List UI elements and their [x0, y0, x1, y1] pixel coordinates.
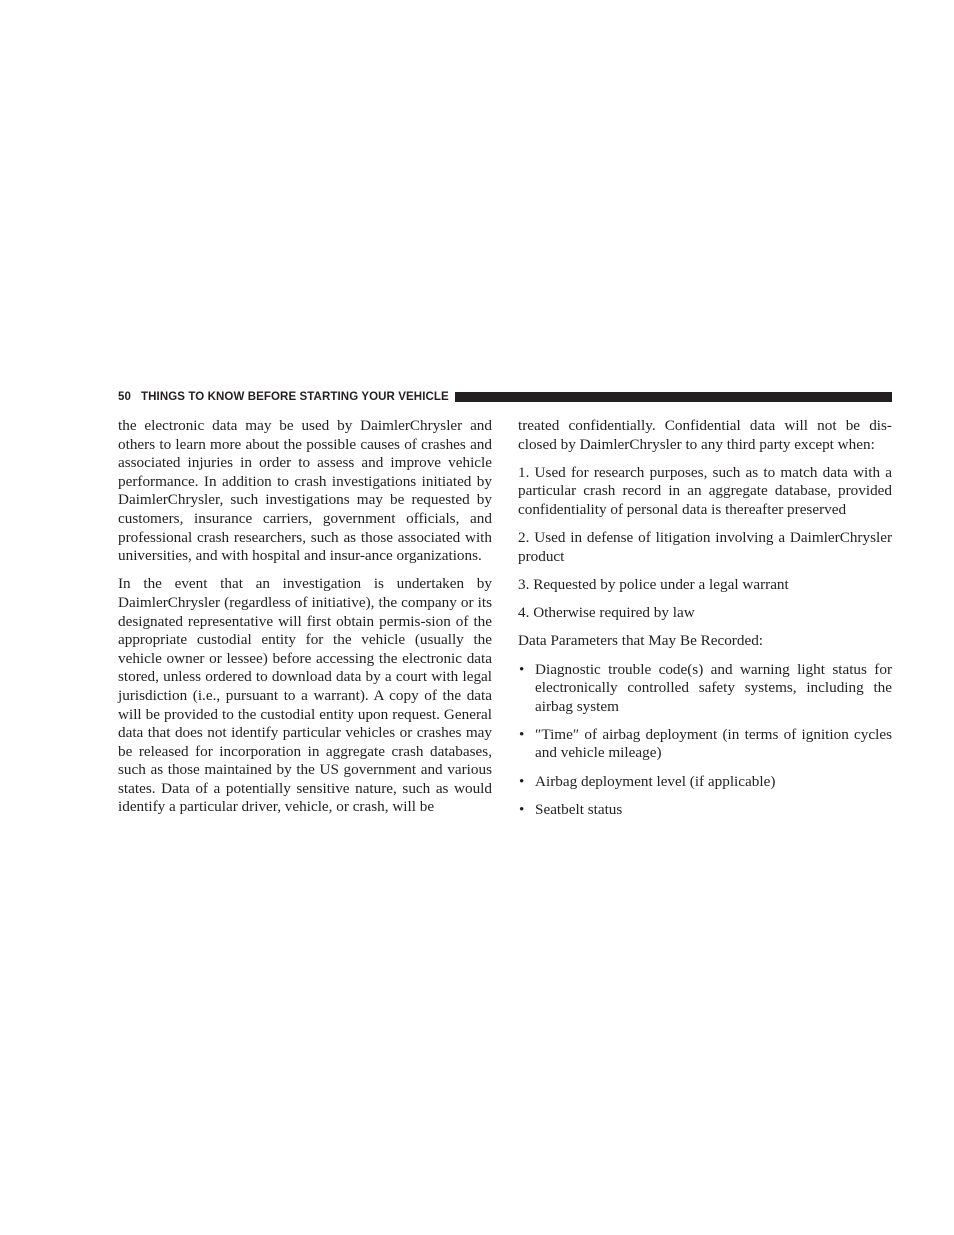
bullet-item: [518, 661, 892, 717]
bullet-text: ″Time″ of airbag deployment (in terms of ignition cycles and vehicle mileage): [535, 725, 892, 762]
page-number: 50: [118, 391, 131, 403]
paragraph-data-use: the electronic data may be used by DaimlerChrysler and others to learn more about the possible causes of crashes and associated injuries in order to assess and improve vehicle performance. In addition to crash investigations initiated by DaimlerChrysler, such investigations may be requested by customers, insurance carriers, government officials, and professional crash researchers, such as those associated with universities, and with hospital and insur-ance organizations.: [118, 417, 492, 565]
header-text: [118, 391, 449, 403]
numbered-item-3: 3. Requested by police under a legal warrant: [518, 575, 789, 593]
bullet-item: [518, 801, 892, 820]
section-title: THINGS TO KNOW BEFORE STARTING YOUR VEHICLE: [141, 391, 449, 403]
bullet-dot: •: [519, 660, 525, 678]
bullet-dot: •: [519, 800, 525, 818]
paragraph-confidential: treated confidentially. Confidential data will not be dis-closed by DaimlerChrysler to any third party except when:: [518, 417, 892, 453]
bullet-item: [518, 773, 892, 792]
numbered-item-4: 4. Otherwise required by law: [518, 604, 695, 622]
bullet-dot: •: [519, 725, 525, 743]
bullet-dot: •: [519, 772, 525, 790]
bullet-item: [518, 726, 892, 763]
header-rule: [455, 392, 892, 402]
params-heading: Data Parameters that May Be Recorded:: [518, 632, 764, 650]
paragraph-investigation: In the event that an investigation is undertaken by DaimlerChrysler (regardless of initiative), the company or its designated representative will first obtain permis-sion of the appropriate custodial entity for the vehicle (usually the vehicle owner or lessee) before accessing the electronic data stored, unless ordered to download data by a court with legal jurisdiction (i.e., pursuant to a warrant). A copy of the data will be provided to the custodial entity upon request. General data that does not identify particular vehicles or crashes may be released for incorporation in aggregate crash databases, such as those maintained by the US government and various states. Data of a potentially sensitive nature, such as would identify a particular driver, vehicle, or crash, will be: [118, 575, 492, 816]
numbered-item-2: 2. Used in defense of litigation involving a DaimlerChrysler product: [518, 529, 892, 565]
bullet-text: Seatbelt status: [535, 800, 623, 818]
bullet-text: Diagnostic trouble code(s) and warning light status for electronically controlled safety systems, including the airbag system: [535, 660, 892, 715]
bullet-text: Airbag deployment level (if applicable): [535, 772, 776, 790]
running-header: [118, 389, 892, 405]
numbered-item-1: 1. Used for research purposes, such as to match data with a particular crash record in an aggregate database, provided confidentiality of personal data is thereafter preserved: [518, 463, 892, 518]
right-column: [518, 417, 892, 829]
left-column: [118, 417, 492, 827]
